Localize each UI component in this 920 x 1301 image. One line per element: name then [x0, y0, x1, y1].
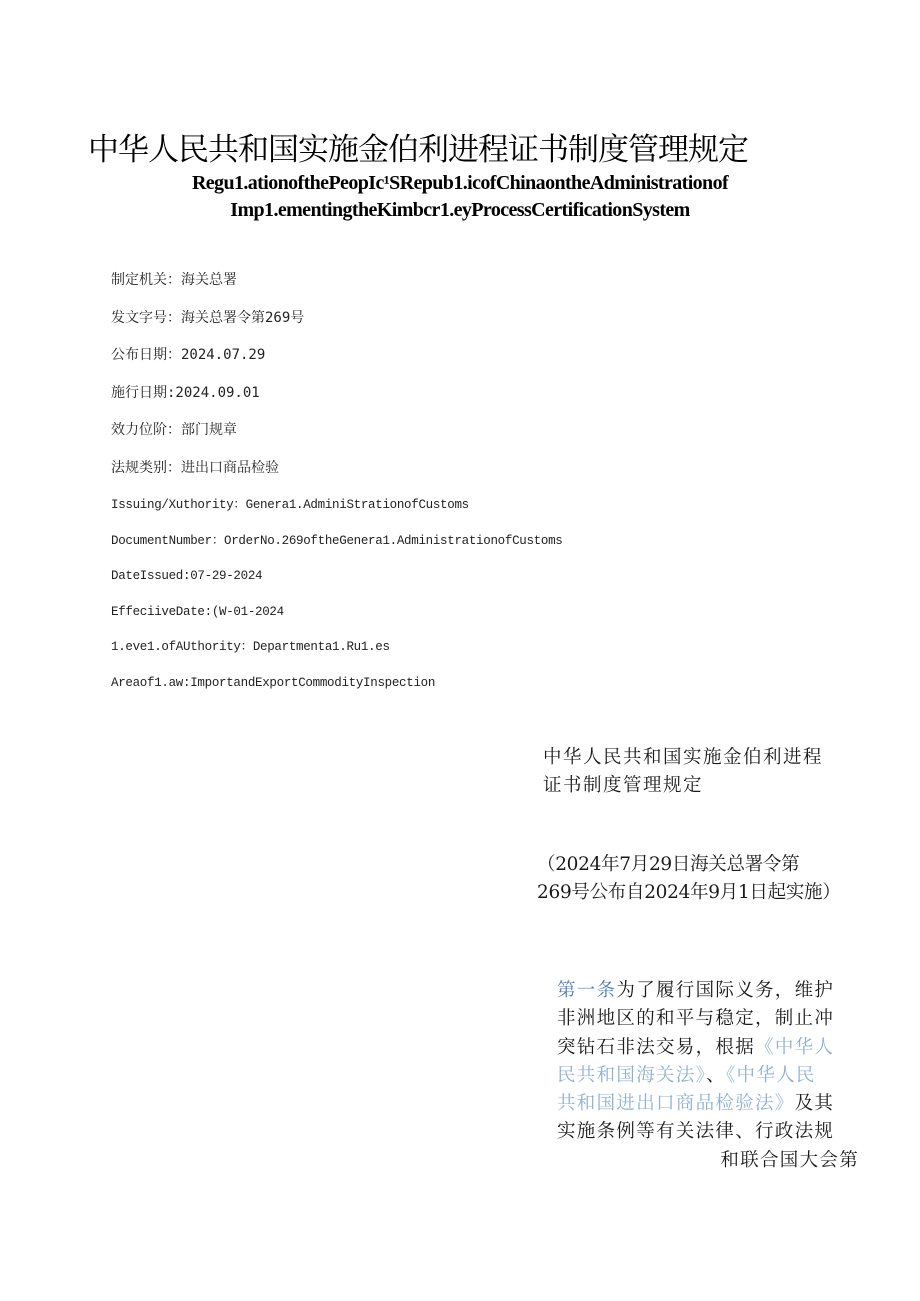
meta-issuing-authority-en: Issuing/Xuthority：Genera1.AdminiStrationofCustoms — [111, 498, 469, 512]
meta-document-number-cn: 发文字号：海关总署令第269号 — [111, 309, 305, 326]
meta-effective-date-en: EffeciiveDate:(W-01-2024 — [111, 604, 284, 619]
document-title-english — [100, 170, 820, 224]
document-title-chinese: 中华人民共和国实施金伯利进程证书制度管理规定 — [88, 132, 748, 168]
promulgation-line-2: 269号公布自2024年9月1日起实施） — [537, 882, 841, 903]
regulation-subtitle — [543, 744, 863, 800]
article-text: 及其 — [794, 1093, 835, 1115]
article-line: 非洲地区的和平与稳定，制止冲 — [557, 1008, 835, 1030]
subtitle-line-1: 中华人民共和国实施金伯利进程 — [543, 747, 824, 768]
article-text: 为了履行国际义务，维护 — [616, 980, 835, 1001]
meta-area-of-law-cn: 法规类别：进出口商品检验 — [111, 459, 279, 476]
meta-date-issued-cn: 公布日期：2024.07.29 — [111, 347, 266, 363]
law-reference-link[interactable]: 共和国进出口商品检验法》 — [557, 1093, 795, 1115]
article-line — [557, 1090, 859, 1118]
article-line: 实施条例等有关法律、行政法规 — [557, 1121, 835, 1143]
subtitle-line-2: 证书制度管理规定 — [543, 775, 704, 796]
metadata-list — [111, 266, 562, 704]
meta-area-of-law-en: Areaof1.aw:ImportandExportCommodityInspection — [111, 675, 436, 690]
article-text: 突钻石非法交易，根据 — [557, 1036, 756, 1058]
law-reference-link[interactable]: 民共和国海关法》 — [557, 1064, 707, 1086]
meta-effective-date-cn: 施行日期:2024.09.01 — [111, 384, 260, 401]
title-english-line-2: Imp1.ementingtheKimbcr1.eyProcessCertificationSystem — [230, 199, 690, 221]
article-1 — [557, 977, 859, 1175]
law-reference-link[interactable]: 《中华人民 — [725, 1064, 816, 1086]
title-english-line-1: Regu1.ationofthePeopIc¹SRepub1.icofChinaontheAdministrationof — [191, 172, 729, 194]
meta-issuing-authority-cn: 制定机关：海关总署 — [111, 272, 237, 288]
article-line — [557, 1062, 859, 1090]
article-line: 和联合国大会第 — [720, 1149, 859, 1171]
promulgation-line-1: （2024年7月29日海关总署令第 — [537, 854, 800, 875]
promulgation-note — [537, 851, 877, 907]
meta-document-number-en: DocumentNumber：OrderNo.269oftheGenera1.AdministrationofCustoms — [111, 533, 563, 548]
law-reference-link[interactable]: 《中华人 — [755, 1036, 835, 1058]
article-number-label: 第一条 — [557, 980, 617, 1001]
article-text: 、 — [706, 1064, 726, 1086]
article-line — [557, 1034, 859, 1062]
meta-level-of-authority-cn: 效力位阶：部门规章 — [111, 422, 237, 438]
article-line — [557, 977, 859, 1005]
meta-level-of-authority-en: 1.eve1.ofAUthority：Departmenta1.Ru1.es — [111, 640, 390, 654]
meta-date-issued-en: DateIssued:07-29-2024 — [111, 569, 263, 583]
